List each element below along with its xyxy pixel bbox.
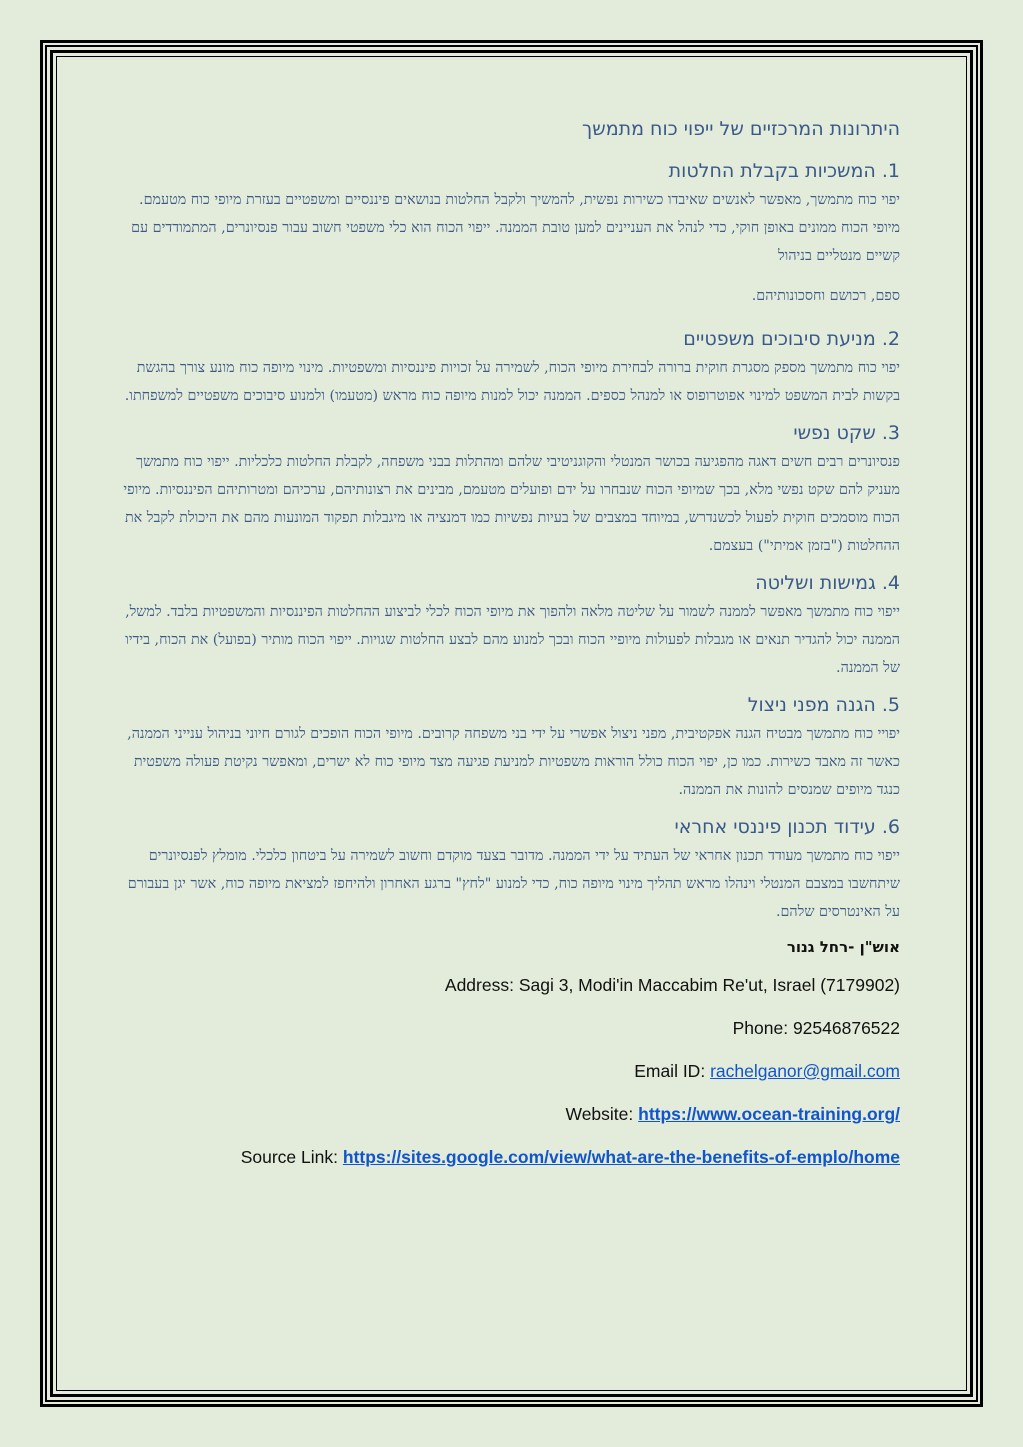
- website-link[interactable]: https://www.ocean-training.org/: [638, 1104, 900, 1124]
- section-heading: 6. עידוד תכנון פיננסי אחראי: [674, 816, 900, 838]
- source-label: Source Link:: [240, 1147, 338, 1167]
- phone-label: Phone:: [732, 1018, 789, 1038]
- section-heading: 2. מניעת סיבוכים משפטיים: [683, 328, 900, 350]
- phone-line: [122, 1017, 900, 1040]
- section-body: ייפוי כוח מתמשך מאפשר לממנה לשמור על שליטה מלאה ולהפוך את מיופי הכוח לכלי לביצוע ההחלטות הפיננסיות והמשפטיות בלבד. למשל, הממנה יכול להגדיר תנאים או מגבלות לפעולות מיופיי הכוח ובכך למנוע מהם לבצע החלטות שגויות. ייפוי הכוח מותיר (בפועל) את הכוח, בידיו של הממנה.: [125, 604, 900, 676]
- address-value: Sagi 3, Modi'in Maccabim Re'ut, Israel (7179902): [518, 975, 900, 995]
- document-title: היתרונות המרכזיים של ייפוי כוח מתמשך: [582, 118, 900, 140]
- author-name: אוש"ן -רחל גנור: [786, 938, 900, 956]
- email-line: [122, 1060, 900, 1083]
- section-body: ייפוי כוח מתמשך מעודד תכנון אחראי של העתיד על ידי הממנה. מדובר בצעד מוקדם וחשוב לשמירה על ביטחון כלכלי. מומלץ לפנסיונרים שיתחשבו במצבם המנטלי וינהלו מראש תהליך מינוי מיופה כוח, כדי למנוע "לחץ" ברגע האחרון ולהיחפז למציאת מיופה כוח, אשר יגן בעבורם על האינטרסים שלהם.: [127, 848, 900, 920]
- email-link[interactable]: rachelganor@gmail.com: [710, 1061, 900, 1081]
- section-heading: 3. שקט נפשי: [793, 422, 900, 444]
- source-link[interactable]: https://sites.google.com/view/what-are-the-benefits-of-emplo/home: [342, 1147, 900, 1167]
- website-label: Website:: [565, 1104, 634, 1124]
- section-body: יפוי כוח מתמשך מספק מסגרת חוקית ברורה לבחירת מיופי הכוח, לשמירה על זכויות פיננסיות ומשפטיות. מינוי מיופה כוח מונע צורך בהגשת בקשות לבית המשפט למינוי אפוטרופוס או למנהל כספים. הממנה יכול למנות מיופה כוח מראש (מטעמו) ולמנוע סיבוכים משפטיים למשפחתו.: [124, 360, 900, 404]
- section-peace-of-mind: [122, 422, 900, 560]
- section-continuity: [122, 160, 900, 310]
- section-flexibility: [122, 572, 900, 682]
- source-line: [122, 1146, 900, 1169]
- section-financial-planning: [122, 816, 900, 926]
- section-heading: 4. גמישות ושליטה: [755, 572, 900, 594]
- section-heading: 1. המשכיות בקבלת החלטות: [668, 160, 900, 182]
- section-body: יפוי כוח מתמשך, מאפשר לאנשים שאיבדו כשירות נפשית, להמשיך ולקבל החלטות בנושאים פיננסיים ומשפטיים בעזרת מיופי כוח מטעמם. מיופי הכוח ממונים באופן חוקי, כדי לנהל את העניינים למען טובת הממנה. ייפוי הכוח הוא כלי משפטי חשוב עבור פנסיונרים, המתמודדים עם קשיים מנטליים בניהול: [131, 192, 900, 264]
- phone-value: 92546876522: [792, 1018, 900, 1038]
- section-exploitation-protection: [122, 694, 900, 804]
- section-body: פנסיונרים רבים חשים דאגה מהפגיעה בכושר המנטלי והקוגניטיבי שלהם ומהתלות בבני משפחה, לקבלת החלטות כלכליות. ייפוי כוח מתמשך מעניק להם שקט נפשי מלא, בכך שמיופי הכוח שנבחרו על ידם ופועלים מטעמם, מבינים את רצונותיהם, ערכיהם ומטרותיהם הפיננסיות. מיופי הכוח מוסמכים חוקית לפעול לכשנדרש, במיוחד במצבים של בעיות נפשיות כמו דמנציה או מיגבלות תפקוד המונעות מהם את היכולת לקבל את ההחלטות ("בזמן אמיתי") בעצמם.: [123, 454, 900, 554]
- website-line: [122, 1103, 900, 1126]
- section-body: יפויי כוח מתמשך מבטיח הגנה אפקטיבית, מפני ניצול אפשרי על ידי בני משפחה קרובים. מיופי הכוח הופכים לגורם חיוני בניהול ענייני הממנה, כאשר זה מאבד כשירות. כמו כן, יפוי הכוח כולל הוראות משפטיות למניעת פגיעה מצד מיופי כוח לא ישרים, ומאפשר נקיטת פעולה משפטית כנגד מיופים שמנסים להונות את הממנה.: [127, 726, 900, 798]
- document-content: [122, 118, 900, 1189]
- address-label: Address:: [444, 975, 514, 995]
- section-heading: 5. הגנה מפני ניצול: [747, 694, 900, 716]
- address-line: [122, 974, 900, 997]
- section-body-continued: ספם, רכושם וחסכונותיהם.: [751, 288, 900, 304]
- section-legal-complications: [122, 328, 900, 410]
- email-label: Email ID:: [634, 1061, 706, 1081]
